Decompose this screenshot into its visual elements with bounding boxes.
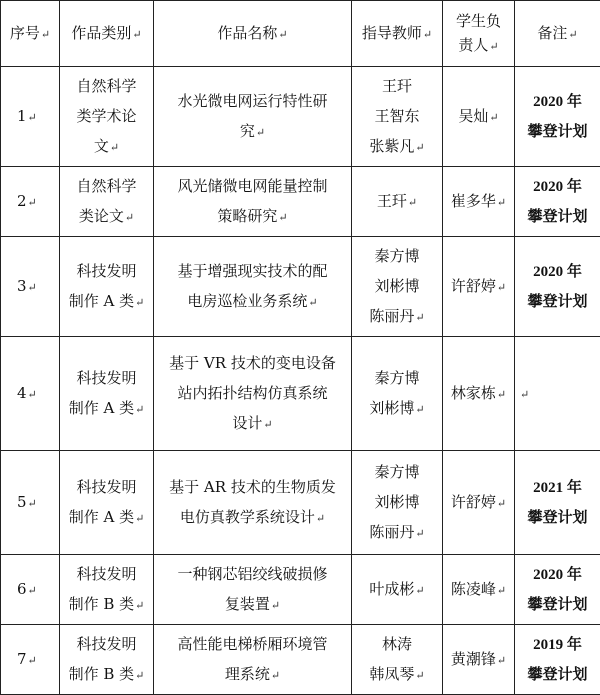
cell-advisors (352, 625, 443, 695)
cell-text-line (64, 629, 149, 659)
cell-text: 自然科学 (76, 177, 136, 195)
paragraph-mark-icon: ↵ (308, 296, 317, 309)
cell-text: 序号 (10, 24, 40, 42)
cell-note (515, 625, 600, 695)
cell-text-line (64, 71, 149, 101)
paragraph-mark-icon: ↵ (415, 527, 424, 540)
student-name: 崔多华 (451, 192, 496, 210)
cell-text: 科技发明 (76, 262, 136, 280)
paragraph-mark-icon: ↵ (263, 418, 272, 431)
cell-text: 电仿真教学系统设计 (180, 508, 315, 526)
cell-text-line (64, 589, 149, 621)
cell-note (515, 337, 600, 451)
cell-text-line (447, 9, 510, 33)
cell-advisors (352, 237, 443, 337)
paragraph-mark-icon: ↵ (497, 388, 506, 401)
paragraph-mark-icon: ↵ (135, 296, 144, 309)
row-number: 6 (17, 580, 27, 598)
paragraph-mark-icon: ↵ (520, 388, 529, 401)
cell-text-line (158, 472, 347, 502)
cell-text: 王玕 (382, 77, 412, 95)
paragraph-mark-icon: ↵ (497, 281, 506, 294)
cell-text: 刘彬博 (374, 493, 419, 511)
cell-text: 2020 年 (533, 179, 582, 195)
cell-text-line (356, 457, 438, 487)
cell-text: 复装置 (225, 595, 270, 613)
paragraph-mark-icon: ↵ (110, 141, 119, 154)
table-row (1, 237, 600, 337)
cell-title (154, 237, 352, 337)
cell-title (154, 555, 352, 625)
cell-text-line (64, 256, 149, 286)
cell-title (154, 451, 352, 555)
cell-text-line (519, 287, 596, 317)
paragraph-mark-icon: ↵ (135, 512, 144, 525)
paragraph-mark-icon: ↵ (278, 28, 287, 41)
cell-text-line (5, 21, 55, 47)
cell-text: 2021 年 (533, 480, 582, 496)
student-name: 黄潮锋 (451, 650, 496, 668)
cell-text-line (356, 21, 438, 47)
cell-text: 2020 年 (533, 264, 582, 280)
cell-text-line (64, 659, 149, 691)
paragraph-mark-icon: ↵ (497, 584, 506, 597)
cell-text: 2020 年 (533, 94, 582, 110)
cell-text-line (356, 186, 438, 218)
cell-text: 电房巡检业务系统 (187, 292, 307, 310)
cell-text-line (64, 502, 149, 534)
cell-text: 自然科学 (76, 77, 136, 95)
paragraph-mark-icon: ↵ (497, 497, 506, 510)
cell-advisors (352, 67, 443, 167)
paragraph-mark-icon: ↵ (415, 311, 424, 324)
student-name: 林家栋 (451, 384, 496, 402)
cell-text-line (158, 589, 347, 621)
table-body (1, 67, 600, 695)
table-row (1, 555, 600, 625)
cell-text: 韩凤琴 (369, 665, 414, 683)
cell-text-line (519, 473, 596, 503)
cell-note (515, 237, 600, 337)
cell-text: 王智东 (374, 107, 419, 125)
cell-text: 学生负 (456, 12, 501, 30)
cell-text: 制作 A 类 (69, 399, 134, 417)
cell-text-line (519, 630, 596, 660)
row-number: 3 (17, 277, 27, 295)
cell-text-line (158, 256, 347, 286)
cell-text-line (356, 393, 438, 425)
cell-number (1, 625, 60, 695)
cell-text: 科技发明 (76, 635, 136, 653)
paragraph-mark-icon: ↵ (135, 599, 144, 612)
paragraph-mark-icon: ↵ (497, 654, 506, 667)
paragraph-mark-icon: ↵ (28, 497, 37, 510)
cell-text: 攀登计划 (527, 294, 587, 310)
cell-text: 科技发明 (76, 369, 136, 387)
cell-text: 作品类别 (71, 24, 131, 42)
cell-title (154, 67, 352, 167)
cell-text-line (64, 21, 149, 47)
paragraph-mark-icon: ↵ (489, 40, 498, 53)
cell-text-line (64, 171, 149, 201)
table-row (1, 337, 600, 451)
cell-text: 基于增强现实技术的配 (177, 262, 327, 280)
paragraph-mark-icon: ↵ (271, 599, 280, 612)
paragraph-mark-icon: ↵ (256, 126, 265, 139)
cell-advisors (352, 167, 443, 237)
cell-text-line (64, 131, 149, 163)
cell-text: 指导教师 (362, 24, 422, 42)
cell-text-line (158, 21, 347, 47)
cell-text-line (158, 348, 347, 378)
cell-category (60, 67, 154, 167)
cell-text-line (356, 241, 438, 271)
cell-advisors (352, 451, 443, 555)
cell-category (60, 237, 154, 337)
cell-text: 陈丽丹 (369, 523, 414, 541)
cell-text: 2020 年 (533, 567, 582, 583)
cell-text-line (356, 301, 438, 333)
cell-text-line (356, 659, 438, 691)
cell-text: 陈丽丹 (369, 307, 414, 325)
cell-text-line (519, 202, 596, 232)
cell-text-line (519, 257, 596, 287)
header-cell (1, 1, 60, 67)
paragraph-mark-icon: ↵ (28, 281, 37, 294)
cell-text-line (519, 117, 596, 147)
cell-text-line (158, 502, 347, 534)
paragraph-mark-icon: ↵ (28, 584, 37, 597)
cell-category (60, 625, 154, 695)
cell-text: 攀登计划 (527, 209, 587, 225)
cell-text-line (64, 559, 149, 589)
paragraph-mark-icon: ↵ (497, 196, 506, 209)
cell-text: 秦方博 (374, 369, 419, 387)
cell-text-line (64, 201, 149, 233)
cell-text: 攀登计划 (527, 667, 587, 683)
cell-text: 攀登计划 (527, 510, 587, 526)
cell-text-line (356, 629, 438, 659)
cell-text: 作品名称 (217, 24, 277, 42)
cell-text: 水光微电网运行特性研 (177, 92, 327, 110)
header-cell (443, 1, 515, 67)
cell-number (1, 167, 60, 237)
cell-text: 刘彬博 (369, 399, 414, 417)
cell-note (515, 167, 600, 237)
cell-text-line (158, 171, 347, 201)
paragraph-mark-icon: ↵ (41, 28, 50, 41)
paragraph-mark-icon: ↵ (489, 111, 498, 124)
cell-text-line (519, 660, 596, 690)
cell-text-line (447, 33, 510, 59)
cell-text-line (158, 378, 347, 408)
paragraph-mark-icon: ↵ (28, 111, 37, 124)
cell-text: 备注 (537, 24, 567, 42)
cell-note (515, 67, 600, 167)
paragraph-mark-icon: ↵ (135, 403, 144, 416)
cell-text-line (356, 574, 438, 606)
cell-text-line (158, 116, 347, 148)
paragraph-mark-icon: ↵ (568, 28, 577, 41)
cell-text-line (519, 560, 596, 590)
cell-student (443, 555, 515, 625)
cell-category (60, 451, 154, 555)
table-row (1, 167, 600, 237)
row-number: 5 (17, 493, 27, 511)
cell-text-line (356, 101, 438, 131)
cell-text: 林涛 (382, 635, 412, 653)
row-number: 7 (17, 650, 27, 668)
cell-advisors (352, 555, 443, 625)
cell-title (154, 167, 352, 237)
cell-text: 站内拓扑结构仿真系统 (177, 384, 327, 402)
cell-text-line (356, 271, 438, 301)
cell-text: 叶成彬 (369, 580, 414, 598)
cell-text: 理系统 (225, 665, 270, 683)
cell-category (60, 555, 154, 625)
cell-text-line (64, 286, 149, 318)
cell-text: 2019 年 (533, 637, 582, 653)
cell-text-line (356, 487, 438, 517)
cell-text: 究 (240, 122, 255, 140)
cell-number (1, 337, 60, 451)
cell-text: 类学术论 (76, 107, 136, 125)
paragraph-mark-icon: ↵ (135, 669, 144, 682)
cell-text: 风光储微电网能量控制 (177, 177, 327, 195)
cell-text-line (356, 71, 438, 101)
cell-text-line (356, 131, 438, 163)
paragraph-mark-icon: ↵ (408, 196, 417, 209)
cell-text: 攀登计划 (527, 597, 587, 613)
cell-text-line (64, 393, 149, 425)
cell-student (443, 625, 515, 695)
cell-text: 基于 VR 技术的变电设备 (169, 354, 336, 372)
cell-text: 类论文 (79, 207, 124, 225)
cell-text: 高性能电梯桥厢环境管 (177, 635, 327, 653)
header-cell (154, 1, 352, 67)
cell-title (154, 625, 352, 695)
table-row (1, 67, 600, 167)
paragraph-mark-icon: ↵ (28, 196, 37, 209)
cell-student (443, 451, 515, 555)
cell-text-line (158, 629, 347, 659)
paragraph-mark-icon: ↵ (316, 512, 325, 525)
header-cell (60, 1, 154, 67)
cell-number (1, 237, 60, 337)
table-row (1, 625, 600, 695)
cell-text: 设计 (232, 414, 262, 432)
cell-text: 制作 A 类 (69, 292, 134, 310)
cell-note (515, 555, 600, 625)
cell-text: 秦方博 (374, 247, 419, 265)
cell-text: 策略研究 (217, 207, 277, 225)
paragraph-mark-icon: ↵ (415, 584, 424, 597)
cell-text-line (158, 286, 347, 318)
cell-text-line (64, 363, 149, 393)
cell-text-line (64, 472, 149, 502)
cell-text: 责人 (458, 36, 488, 54)
cell-text: 制作 A 类 (69, 508, 134, 526)
student-name: 吴灿 (458, 107, 488, 125)
cell-text: 文 (94, 137, 109, 155)
paragraph-mark-icon: ↵ (423, 28, 432, 41)
cell-number (1, 451, 60, 555)
cell-text: 基于 AR 技术的生物质发 (169, 478, 336, 496)
cell-text-line (64, 101, 149, 131)
paragraph-mark-icon: ↵ (132, 28, 141, 41)
cell-text: 张紫凡 (369, 137, 414, 155)
paragraph-mark-icon: ↵ (28, 388, 37, 401)
table-row (1, 451, 600, 555)
row-number: 4 (17, 384, 27, 402)
cell-text: 攀登计划 (527, 124, 587, 140)
cell-text-line (519, 87, 596, 117)
student-name: 许舒婷 (451, 493, 496, 511)
cell-advisors (352, 337, 443, 451)
cell-category (60, 337, 154, 451)
header-cell (352, 1, 443, 67)
paragraph-mark-icon: ↵ (271, 669, 280, 682)
cell-text-line (519, 590, 596, 620)
student-name: 陈凌峰 (451, 580, 496, 598)
cell-number (1, 555, 60, 625)
cell-text: 制作 B 类 (69, 595, 135, 613)
cell-title (154, 337, 352, 451)
header-row (1, 1, 600, 67)
cell-note (515, 451, 600, 555)
cell-text-line (356, 517, 438, 549)
cell-student (443, 237, 515, 337)
cell-text: 科技发明 (76, 565, 136, 583)
header-cell (515, 1, 600, 67)
cell-text: 秦方博 (374, 463, 419, 481)
cell-number (1, 67, 60, 167)
paragraph-mark-icon: ↵ (415, 403, 424, 416)
cell-text: 制作 B 类 (69, 665, 135, 683)
cell-text-line (519, 172, 596, 202)
cell-text-line (158, 408, 347, 440)
cell-text: 刘彬博 (374, 277, 419, 295)
cell-text: 一种钢芯铝绞线破损修 (177, 565, 327, 583)
cell-text: 科技发明 (76, 478, 136, 496)
row-number: 1 (17, 107, 27, 125)
student-name: 许舒婷 (451, 277, 496, 295)
cell-text-line (356, 363, 438, 393)
cell-text-line (519, 503, 596, 533)
paragraph-mark-icon: ↵ (415, 669, 424, 682)
cell-student (443, 167, 515, 237)
paragraph-mark-icon: ↵ (28, 654, 37, 667)
paragraph-mark-icon: ↵ (125, 211, 134, 224)
cell-text-line (158, 201, 347, 233)
cell-student (443, 67, 515, 167)
cell-text: 王玕 (377, 192, 407, 210)
cell-text-line (519, 21, 596, 47)
row-number: 2 (17, 192, 27, 210)
cell-text-line (158, 659, 347, 691)
cell-category (60, 167, 154, 237)
cell-text-line (158, 559, 347, 589)
paragraph-mark-icon: ↵ (415, 141, 424, 154)
paragraph-mark-icon: ↵ (278, 211, 287, 224)
cell-student (443, 337, 515, 451)
cell-text-line (158, 86, 347, 116)
